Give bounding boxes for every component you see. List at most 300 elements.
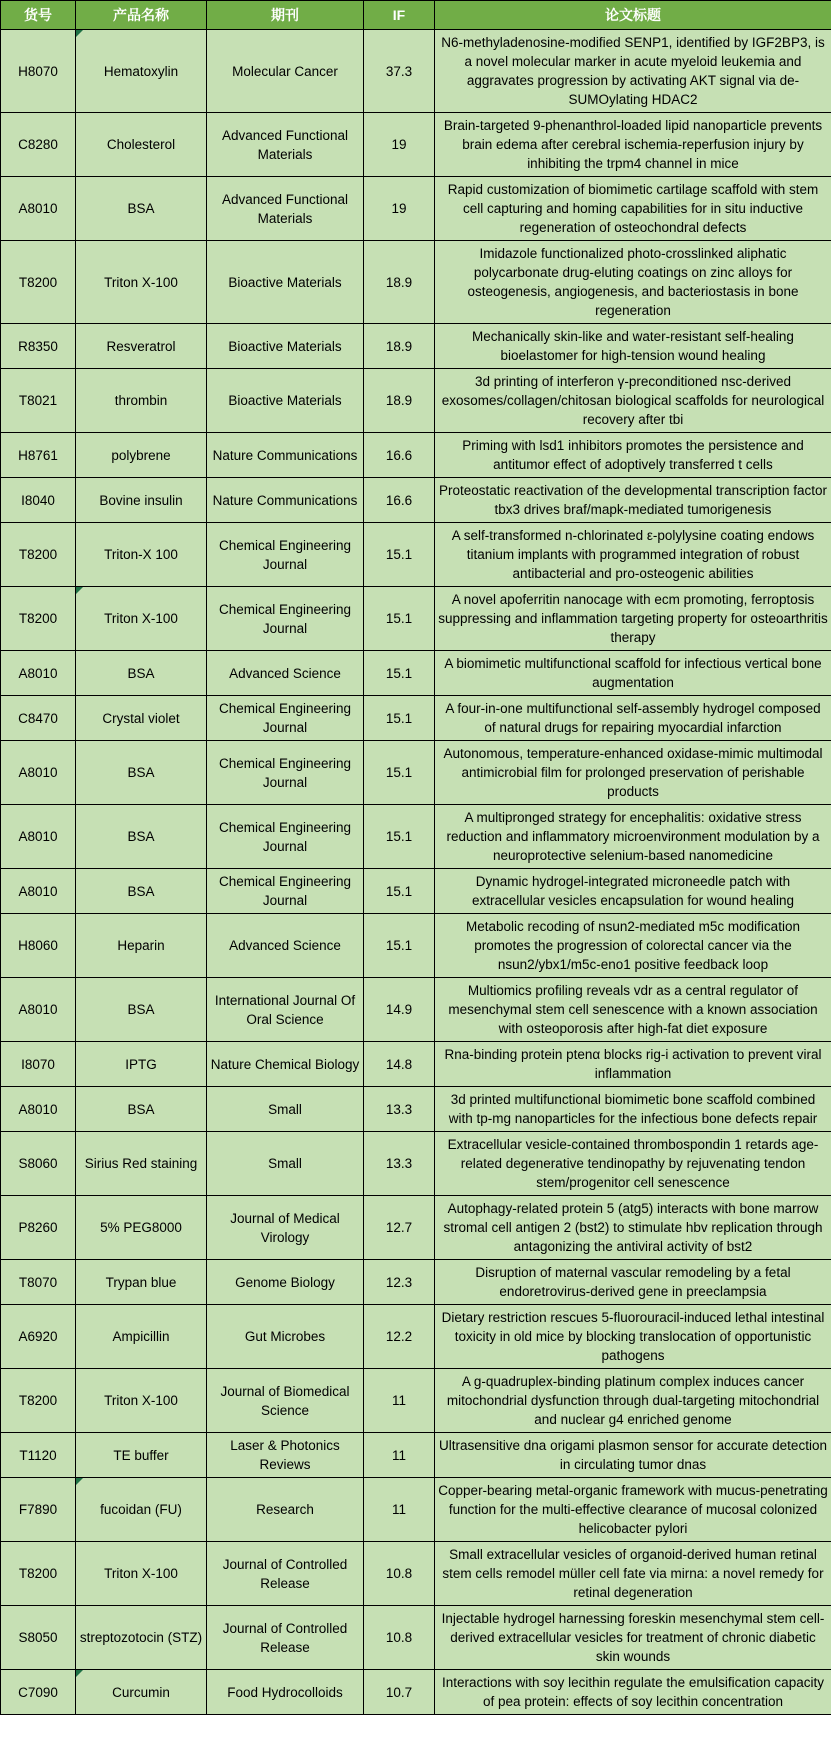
title-text: Imidazole functionalized photo-crosslinked aliphatic polycarbonate drug-eluting coatings on zinc alloys for osteogenesis, angiogenesis, and bacteriostasis in bone regeneration xyxy=(467,246,799,318)
sku-cell[interactable] xyxy=(1,696,76,741)
impact-factor-cell[interactable] xyxy=(364,805,435,869)
impact-factor-text: 15.1 xyxy=(385,710,413,726)
journal-text: Laser & Photonics Reviews xyxy=(230,1438,340,1472)
journal-text: Advanced Functional Materials xyxy=(221,191,349,226)
product-cell[interactable] xyxy=(76,1087,207,1132)
journal-text: Small xyxy=(268,1101,302,1117)
impact-factor-text: 10.8 xyxy=(385,1566,413,1581)
journal-text: Bioactive Materials xyxy=(228,274,342,290)
title-text: Ultrasensitive dna origami plasmon sensor for accurate detection in circulating tumor dnas xyxy=(439,1438,827,1472)
journal-cell[interactable] xyxy=(207,1305,364,1369)
journal-cell[interactable] xyxy=(207,1670,364,1715)
impact-factor-cell[interactable] xyxy=(364,433,435,478)
journal-cell[interactable] xyxy=(207,241,364,324)
title-cell[interactable] xyxy=(435,1542,831,1606)
impact-factor-cell[interactable] xyxy=(364,177,435,241)
table-row xyxy=(1,978,831,1042)
table-row xyxy=(1,869,831,914)
product-text: BSA xyxy=(127,883,155,899)
product-cell[interactable] xyxy=(76,241,207,324)
sku-text: S8050 xyxy=(18,1630,58,1645)
cell-error-marker-icon xyxy=(76,587,83,594)
table-row xyxy=(1,1670,831,1715)
journal-cell[interactable] xyxy=(207,113,364,177)
sku-text: R8350 xyxy=(18,338,58,354)
column-header-if[interactable]: IF xyxy=(364,1,435,30)
journal-text: Chemical Engineering Journal xyxy=(218,755,352,790)
impact-factor-cell[interactable] xyxy=(364,523,435,587)
product-text: fucoidan (FU) xyxy=(100,1502,182,1517)
title-cell[interactable] xyxy=(435,805,831,869)
product-text: Triton X-100 xyxy=(104,611,178,626)
sku-cell[interactable] xyxy=(1,1132,76,1196)
table-row xyxy=(1,1542,831,1606)
impact-factor-text: 12.7 xyxy=(385,1220,413,1235)
title-cell[interactable] xyxy=(435,1260,831,1305)
sku-cell[interactable] xyxy=(1,324,76,369)
table-row xyxy=(1,177,831,241)
title-text: A novel apoferritin nanocage with ecm promoting, ferroptosis suppressing and inflammation targeting property for osteoarthritis therapy xyxy=(438,592,828,645)
product-text: BSA xyxy=(127,1002,155,1017)
table-row xyxy=(1,1478,831,1542)
product-cell[interactable] xyxy=(76,1196,207,1260)
title-cell[interactable] xyxy=(435,1606,831,1670)
sku-cell[interactable] xyxy=(1,1196,76,1260)
product-text: Triton-X 100 xyxy=(104,547,178,562)
journal-cell[interactable] xyxy=(207,523,364,587)
title-cell[interactable] xyxy=(435,523,831,587)
title-text: A multipronged strategy for encephalitis: oxidative stress reduction and inflammatory microenvironment modulation by a neuroprotective selenium-based nanomedicine xyxy=(446,810,820,863)
sku-text: C8280 xyxy=(18,137,58,152)
table-row xyxy=(1,914,831,978)
journal-cell[interactable] xyxy=(207,978,364,1042)
impact-factor-text: 14.8 xyxy=(385,1056,413,1072)
product-text: Sirius Red staining xyxy=(84,1156,198,1171)
sku-cell[interactable] xyxy=(1,241,76,324)
journal-cell[interactable] xyxy=(207,478,364,523)
product-text: Hematoxylin xyxy=(103,63,179,79)
sku-cell[interactable] xyxy=(1,433,76,478)
impact-factor-text: 15.1 xyxy=(385,547,413,562)
product-cell[interactable] xyxy=(76,869,207,914)
table-row xyxy=(1,324,831,369)
title-cell[interactable] xyxy=(435,978,831,1042)
product-text: thrombin xyxy=(114,393,168,408)
product-cell[interactable] xyxy=(76,1305,207,1369)
journal-cell[interactable] xyxy=(207,869,364,914)
journal-text: Journal of Medical Virology xyxy=(230,1210,340,1245)
title-cell[interactable] xyxy=(435,1433,831,1478)
journal-cell[interactable] xyxy=(207,914,364,978)
table-row xyxy=(1,805,831,869)
sku-text: C7090 xyxy=(18,1684,58,1700)
impact-factor-cell[interactable] xyxy=(364,1260,435,1305)
table-row xyxy=(1,741,831,805)
column-header-sku[interactable]: 货号 xyxy=(1,1,76,30)
table-row xyxy=(1,1305,831,1369)
sku-cell[interactable] xyxy=(1,651,76,696)
sku-text: A8010 xyxy=(18,1002,58,1017)
impact-factor-cell[interactable] xyxy=(364,113,435,177)
sku-text: T8200 xyxy=(18,1393,58,1408)
sku-cell[interactable] xyxy=(1,1542,76,1606)
title-cell[interactable] xyxy=(435,30,831,113)
impact-factor-text: 19 xyxy=(391,137,407,152)
impact-factor-cell[interactable] xyxy=(364,1433,435,1478)
impact-factor-text: 15.1 xyxy=(385,665,413,681)
sku-cell[interactable] xyxy=(1,869,76,914)
impact-factor-cell[interactable] xyxy=(364,478,435,523)
impact-factor-cell[interactable] xyxy=(364,651,435,696)
column-header-product[interactable]: 产品名称 xyxy=(76,1,207,30)
impact-factor-cell[interactable] xyxy=(364,1087,435,1132)
journal-cell[interactable] xyxy=(207,369,364,433)
journal-text: Journal of Controlled Release xyxy=(222,1556,348,1591)
impact-factor-cell[interactable] xyxy=(364,369,435,433)
title-cell[interactable] xyxy=(435,1478,831,1542)
title-cell[interactable] xyxy=(435,1196,831,1260)
journal-cell[interactable] xyxy=(207,651,364,696)
product-text: polybrene xyxy=(111,447,171,463)
table-row xyxy=(1,1369,831,1433)
title-cell[interactable] xyxy=(435,241,831,324)
sku-text: T8070 xyxy=(18,1274,58,1290)
impact-factor-cell[interactable] xyxy=(364,30,435,113)
impact-factor-text: 19 xyxy=(391,201,407,216)
impact-factor-cell[interactable] xyxy=(364,241,435,324)
impact-factor-cell[interactable] xyxy=(364,587,435,651)
sku-text: T8200 xyxy=(18,611,58,626)
product-cell[interactable] xyxy=(76,113,207,177)
sku-cell[interactable] xyxy=(1,478,76,523)
table-row xyxy=(1,113,831,177)
impact-factor-text: 18.9 xyxy=(385,338,413,354)
impact-factor-text: 15.1 xyxy=(385,765,413,780)
journal-text: Nature Communications xyxy=(212,447,358,463)
sku-text: A8010 xyxy=(18,1101,58,1117)
sku-cell[interactable] xyxy=(1,113,76,177)
journal-cell[interactable] xyxy=(207,324,364,369)
journal-text: Advanced Functional Materials xyxy=(221,127,349,162)
table-row xyxy=(1,478,831,523)
title-cell[interactable] xyxy=(435,1369,831,1433)
sku-text: A8010 xyxy=(18,883,58,899)
journal-text: Journal of Controlled Release xyxy=(222,1620,348,1655)
product-cell[interactable] xyxy=(76,978,207,1042)
product-cell[interactable] xyxy=(76,1260,207,1305)
title-text: Small extracellular vesicles of organoid-derived human retinal stem cells remodel müller cell fate via mirna: a novel remedy for retinal degeneration xyxy=(442,1547,824,1600)
table-row xyxy=(1,587,831,651)
sku-cell[interactable] xyxy=(1,1305,76,1369)
title-text: Extracellular vesicle-contained thrombospondin 1 retards age-related degenerative tendinopathy by rejuvenating tendon stem/progenitor cell senescence xyxy=(447,1137,819,1190)
impact-factor-text: 15.1 xyxy=(385,883,413,899)
product-text: IPTG xyxy=(125,1056,157,1072)
sku-text: F7890 xyxy=(18,1502,58,1517)
journal-text: Chemical Engineering Journal xyxy=(218,701,352,735)
title-text: 3d printing of interferon γ-preconditioned nsc-derived exosomes/collagen/chitosan biological scaffolds for neurological recovery after tbi xyxy=(441,374,825,427)
title-text: 3d printed multifunctional biomimetic bone scaffold combined with tp-mg nanoparticles for the infectious bone defects repair xyxy=(448,1092,818,1126)
journal-text: International Journal Of Oral Science xyxy=(214,992,356,1027)
title-cell[interactable] xyxy=(435,1305,831,1369)
title-text: Proteostatic reactivation of the developmental transcription factor tbx3 drives braf/mapk-mediated tumorigenesis xyxy=(439,483,827,517)
sku-cell[interactable] xyxy=(1,587,76,651)
product-cell[interactable] xyxy=(76,696,207,741)
impact-factor-text: 12.2 xyxy=(385,1329,413,1344)
cell-error-marker-icon xyxy=(76,30,83,37)
journal-text: Food Hydrocolloids xyxy=(227,1684,343,1700)
title-cell[interactable] xyxy=(435,478,831,523)
product-text: Crystal violet xyxy=(102,710,180,726)
impact-factor-cell[interactable] xyxy=(364,324,435,369)
impact-factor-cell[interactable] xyxy=(364,1606,435,1670)
impact-factor-text: 16.6 xyxy=(385,492,413,508)
journal-cell[interactable] xyxy=(207,587,364,651)
impact-factor-cell[interactable] xyxy=(364,1542,435,1606)
product-text: Bovine insulin xyxy=(99,492,183,508)
title-cell[interactable] xyxy=(435,651,831,696)
impact-factor-cell[interactable] xyxy=(364,1305,435,1369)
sku-cell[interactable] xyxy=(1,1433,76,1478)
product-text: Triton X-100 xyxy=(104,1566,178,1581)
title-cell[interactable] xyxy=(435,1670,831,1715)
sku-text: A8010 xyxy=(18,665,58,681)
sku-cell[interactable] xyxy=(1,1670,76,1715)
title-text: Dynamic hydrogel-integrated microneedle patch with extracellular vesicles encapsulation for wound healing xyxy=(472,874,794,908)
journal-cell[interactable] xyxy=(207,30,364,113)
impact-factor-text: 14.9 xyxy=(385,1002,413,1017)
title-text: Injectable hydrogel harnessing foreskin mesenchymal stem cell-derived extracellular vesicles for treatment of chronic diabetic skin wounds xyxy=(441,1611,825,1664)
impact-factor-text: 15.1 xyxy=(385,938,413,953)
impact-factor-text: 18.9 xyxy=(385,393,413,408)
table-row xyxy=(1,369,831,433)
impact-factor-text: 15.1 xyxy=(385,611,413,626)
impact-factor-text: 11 xyxy=(391,1502,406,1517)
product-cell[interactable] xyxy=(76,741,207,805)
journal-cell[interactable] xyxy=(207,1369,364,1433)
sku-cell[interactable] xyxy=(1,369,76,433)
product-cell[interactable] xyxy=(76,1542,207,1606)
impact-factor-cell[interactable] xyxy=(364,1196,435,1260)
title-cell[interactable] xyxy=(435,869,831,914)
title-text: Copper-bearing metal-organic framework with mucus-penetrating function for the multi-effective clearance of mucosal colonized helicobacter pylori xyxy=(438,1483,828,1536)
product-cell[interactable] xyxy=(76,30,207,113)
product-text: BSA xyxy=(127,765,155,780)
sku-cell[interactable] xyxy=(1,177,76,241)
journal-text: Genome Biology xyxy=(235,1274,335,1290)
impact-factor-cell[interactable] xyxy=(364,914,435,978)
journal-text: Advanced Science xyxy=(229,665,341,681)
impact-factor-cell[interactable] xyxy=(364,1132,435,1196)
product-cell[interactable] xyxy=(76,369,207,433)
impact-factor-cell[interactable] xyxy=(364,1042,435,1087)
title-cell[interactable] xyxy=(435,433,831,478)
product-cell[interactable] xyxy=(76,1369,207,1433)
sku-text: T8200 xyxy=(18,274,58,290)
product-cell[interactable] xyxy=(76,805,207,869)
product-cell[interactable] xyxy=(76,914,207,978)
sku-cell[interactable] xyxy=(1,1478,76,1542)
title-text: Mechanically skin-like and water-resistant self-healing bioelastomer for high-tension wound healing xyxy=(472,329,794,363)
title-cell[interactable] xyxy=(435,113,831,177)
impact-factor-cell[interactable] xyxy=(364,1670,435,1715)
sku-text: T8200 xyxy=(18,547,58,562)
impact-factor-cell[interactable] xyxy=(364,978,435,1042)
sku-cell[interactable] xyxy=(1,1260,76,1305)
title-cell[interactable] xyxy=(435,696,831,741)
sku-text: I8070 xyxy=(21,1056,55,1072)
sku-text: A8010 xyxy=(18,829,58,844)
cell-error-marker-icon xyxy=(76,1670,83,1677)
table-row xyxy=(1,1260,831,1305)
title-cell[interactable] xyxy=(435,177,831,241)
product-cell[interactable] xyxy=(76,1042,207,1087)
sku-cell[interactable] xyxy=(1,805,76,869)
sku-text: P8260 xyxy=(18,1220,58,1235)
product-cell[interactable] xyxy=(76,587,207,651)
product-cell[interactable] xyxy=(76,651,207,696)
sku-cell[interactable] xyxy=(1,523,76,587)
sku-cell[interactable] xyxy=(1,1087,76,1132)
journal-cell[interactable] xyxy=(207,1087,364,1132)
column-header-journal[interactable]: 期刊 xyxy=(207,1,364,30)
sku-text: A8010 xyxy=(18,765,58,780)
product-cell[interactable] xyxy=(76,1606,207,1670)
sku-text: H8060 xyxy=(18,938,58,953)
product-cell[interactable] xyxy=(76,478,207,523)
journal-text: Advanced Science xyxy=(229,938,341,953)
impact-factor-text: 15.1 xyxy=(385,829,413,844)
impact-factor-cell[interactable] xyxy=(364,1369,435,1433)
column-header-title[interactable]: 论文标题 xyxy=(435,1,831,30)
product-text: Curcumin xyxy=(112,1684,170,1700)
title-text: A self-transformed n-chlorinated ε-polylysine coating endows titanium implants with programmed integration of robust antibacterial and pro-osteogenic abilities xyxy=(451,528,815,581)
product-text: Ampicillin xyxy=(112,1329,170,1344)
journal-cell[interactable] xyxy=(207,1042,364,1087)
journal-cell[interactable] xyxy=(207,1606,364,1670)
title-text: Dietary restriction rescues 5-fluorouracil-induced lethal intestinal toxicity in old mice by blocking translocation of opportunistic pathogens xyxy=(441,1310,825,1363)
impact-factor-text: 13.3 xyxy=(385,1156,413,1171)
journal-text: Small xyxy=(268,1156,302,1171)
journal-text: Chemical Engineering Journal xyxy=(218,819,352,854)
table-row xyxy=(1,696,831,741)
journal-cell[interactable] xyxy=(207,805,364,869)
impact-factor-text: 16.6 xyxy=(385,447,413,463)
table-row xyxy=(1,241,831,324)
table-row xyxy=(1,651,831,696)
product-text: streptozotocin (STZ) xyxy=(79,1630,203,1645)
title-cell[interactable] xyxy=(435,914,831,978)
product-cell[interactable] xyxy=(76,1478,207,1542)
sku-cell[interactable] xyxy=(1,1042,76,1087)
journal-text: Chemical Engineering Journal xyxy=(218,601,352,636)
product-cell[interactable] xyxy=(76,1433,207,1478)
journal-text: Research xyxy=(256,1502,314,1517)
journal-cell[interactable] xyxy=(207,696,364,741)
title-text: Rna-binding protein ptenα blocks rig-i activation to prevent viral inflammation xyxy=(444,1047,822,1081)
journal-cell[interactable] xyxy=(207,177,364,241)
sku-text: C8470 xyxy=(18,710,58,726)
sku-text: H8761 xyxy=(18,447,58,463)
table-row xyxy=(1,1087,831,1132)
product-text: Resveratrol xyxy=(106,338,176,354)
header-row xyxy=(1,1,831,30)
sku-cell[interactable] xyxy=(1,1606,76,1670)
title-cell[interactable] xyxy=(435,741,831,805)
product-cell[interactable] xyxy=(76,177,207,241)
product-cell[interactable] xyxy=(76,1132,207,1196)
journal-cell[interactable] xyxy=(207,1433,364,1478)
table-row xyxy=(1,30,831,113)
impact-factor-text: 37.3 xyxy=(385,63,413,79)
sku-text: T8200 xyxy=(18,1566,58,1581)
product-text: Heparin xyxy=(117,938,165,953)
table-row xyxy=(1,1042,831,1087)
impact-factor-cell[interactable] xyxy=(364,696,435,741)
sku-cell[interactable] xyxy=(1,914,76,978)
product-cell[interactable] xyxy=(76,433,207,478)
product-text: BSA xyxy=(127,665,155,681)
journal-text: Bioactive Materials xyxy=(228,393,342,408)
journal-cell[interactable] xyxy=(207,1196,364,1260)
table-row xyxy=(1,1132,831,1196)
sku-text: H8070 xyxy=(18,63,58,79)
table-row xyxy=(1,523,831,587)
journal-cell[interactable] xyxy=(207,1478,364,1542)
journal-cell[interactable] xyxy=(207,1542,364,1606)
title-cell[interactable] xyxy=(435,1042,831,1087)
product-cell[interactable] xyxy=(76,324,207,369)
title-text: N6-methyladenosine-modified SENP1, identified by IGF2BP3, is a novel molecular marker in acute myeloid leukemia and aggravates progression by activating AKT signal via de-SUMOylating HDAC2 xyxy=(441,35,825,107)
journal-text: Chemical Engineering Journal xyxy=(218,874,352,908)
impact-factor-text: 12.3 xyxy=(385,1274,413,1290)
journal-cell[interactable] xyxy=(207,741,364,805)
title-text: Autonomous, temperature-enhanced oxidase-mimic multimodal antimicrobial film for prolonged preservation of perishable products xyxy=(443,746,823,799)
title-cell[interactable] xyxy=(435,1087,831,1132)
title-text: Priming with lsd1 inhibitors promotes the persistence and antitumor effect of adoptively transferred t cells xyxy=(462,438,804,472)
title-text: A biomimetic multifunctional scaffold for infectious vertical bone augmentation xyxy=(444,656,822,690)
product-text: BSA xyxy=(127,1101,155,1117)
title-cell[interactable] xyxy=(435,587,831,651)
title-cell[interactable] xyxy=(435,369,831,433)
product-cell[interactable] xyxy=(76,1670,207,1715)
title-text: Interactions with soy lecithin regulate the emulsification capacity of pea protein: effects of soy lecithin concentration xyxy=(442,1675,824,1709)
title-text: Autophagy-related protein 5 (atg5) interacts with bone marrow stromal cell antigen 2 (bst2) to stimulate hbv replication through antagonizing the antiviral activity of bst2 xyxy=(443,1201,823,1254)
sku-cell[interactable] xyxy=(1,1369,76,1433)
sku-text: A6920 xyxy=(18,1329,58,1344)
sku-cell[interactable] xyxy=(1,978,76,1042)
title-cell[interactable] xyxy=(435,1132,831,1196)
product-cell[interactable] xyxy=(76,523,207,587)
impact-factor-cell[interactable] xyxy=(364,741,435,805)
journal-text: Gut Microbes xyxy=(244,1329,326,1344)
sku-cell[interactable] xyxy=(1,741,76,805)
journal-cell[interactable] xyxy=(207,1260,364,1305)
product-text: BSA xyxy=(127,201,155,216)
impact-factor-cell[interactable] xyxy=(364,869,435,914)
table-row xyxy=(1,1606,831,1670)
journal-text: Molecular Cancer xyxy=(232,63,338,79)
impact-factor-text: 18.9 xyxy=(385,274,413,290)
impact-factor-text: 10.8 xyxy=(385,1630,413,1645)
title-cell[interactable] xyxy=(435,324,831,369)
title-text: A g-quadruplex-binding platinum complex induces cancer mitochondrial dysfunction through dual-targeting mitochondrial and nuclear g4 enriched genome xyxy=(446,1374,820,1427)
journal-cell[interactable] xyxy=(207,1132,364,1196)
journal-cell[interactable] xyxy=(207,433,364,478)
sku-cell[interactable] xyxy=(1,30,76,113)
impact-factor-text: 13.3 xyxy=(385,1101,413,1117)
journal-text: Nature Communications xyxy=(212,492,358,508)
impact-factor-cell[interactable] xyxy=(364,1478,435,1542)
